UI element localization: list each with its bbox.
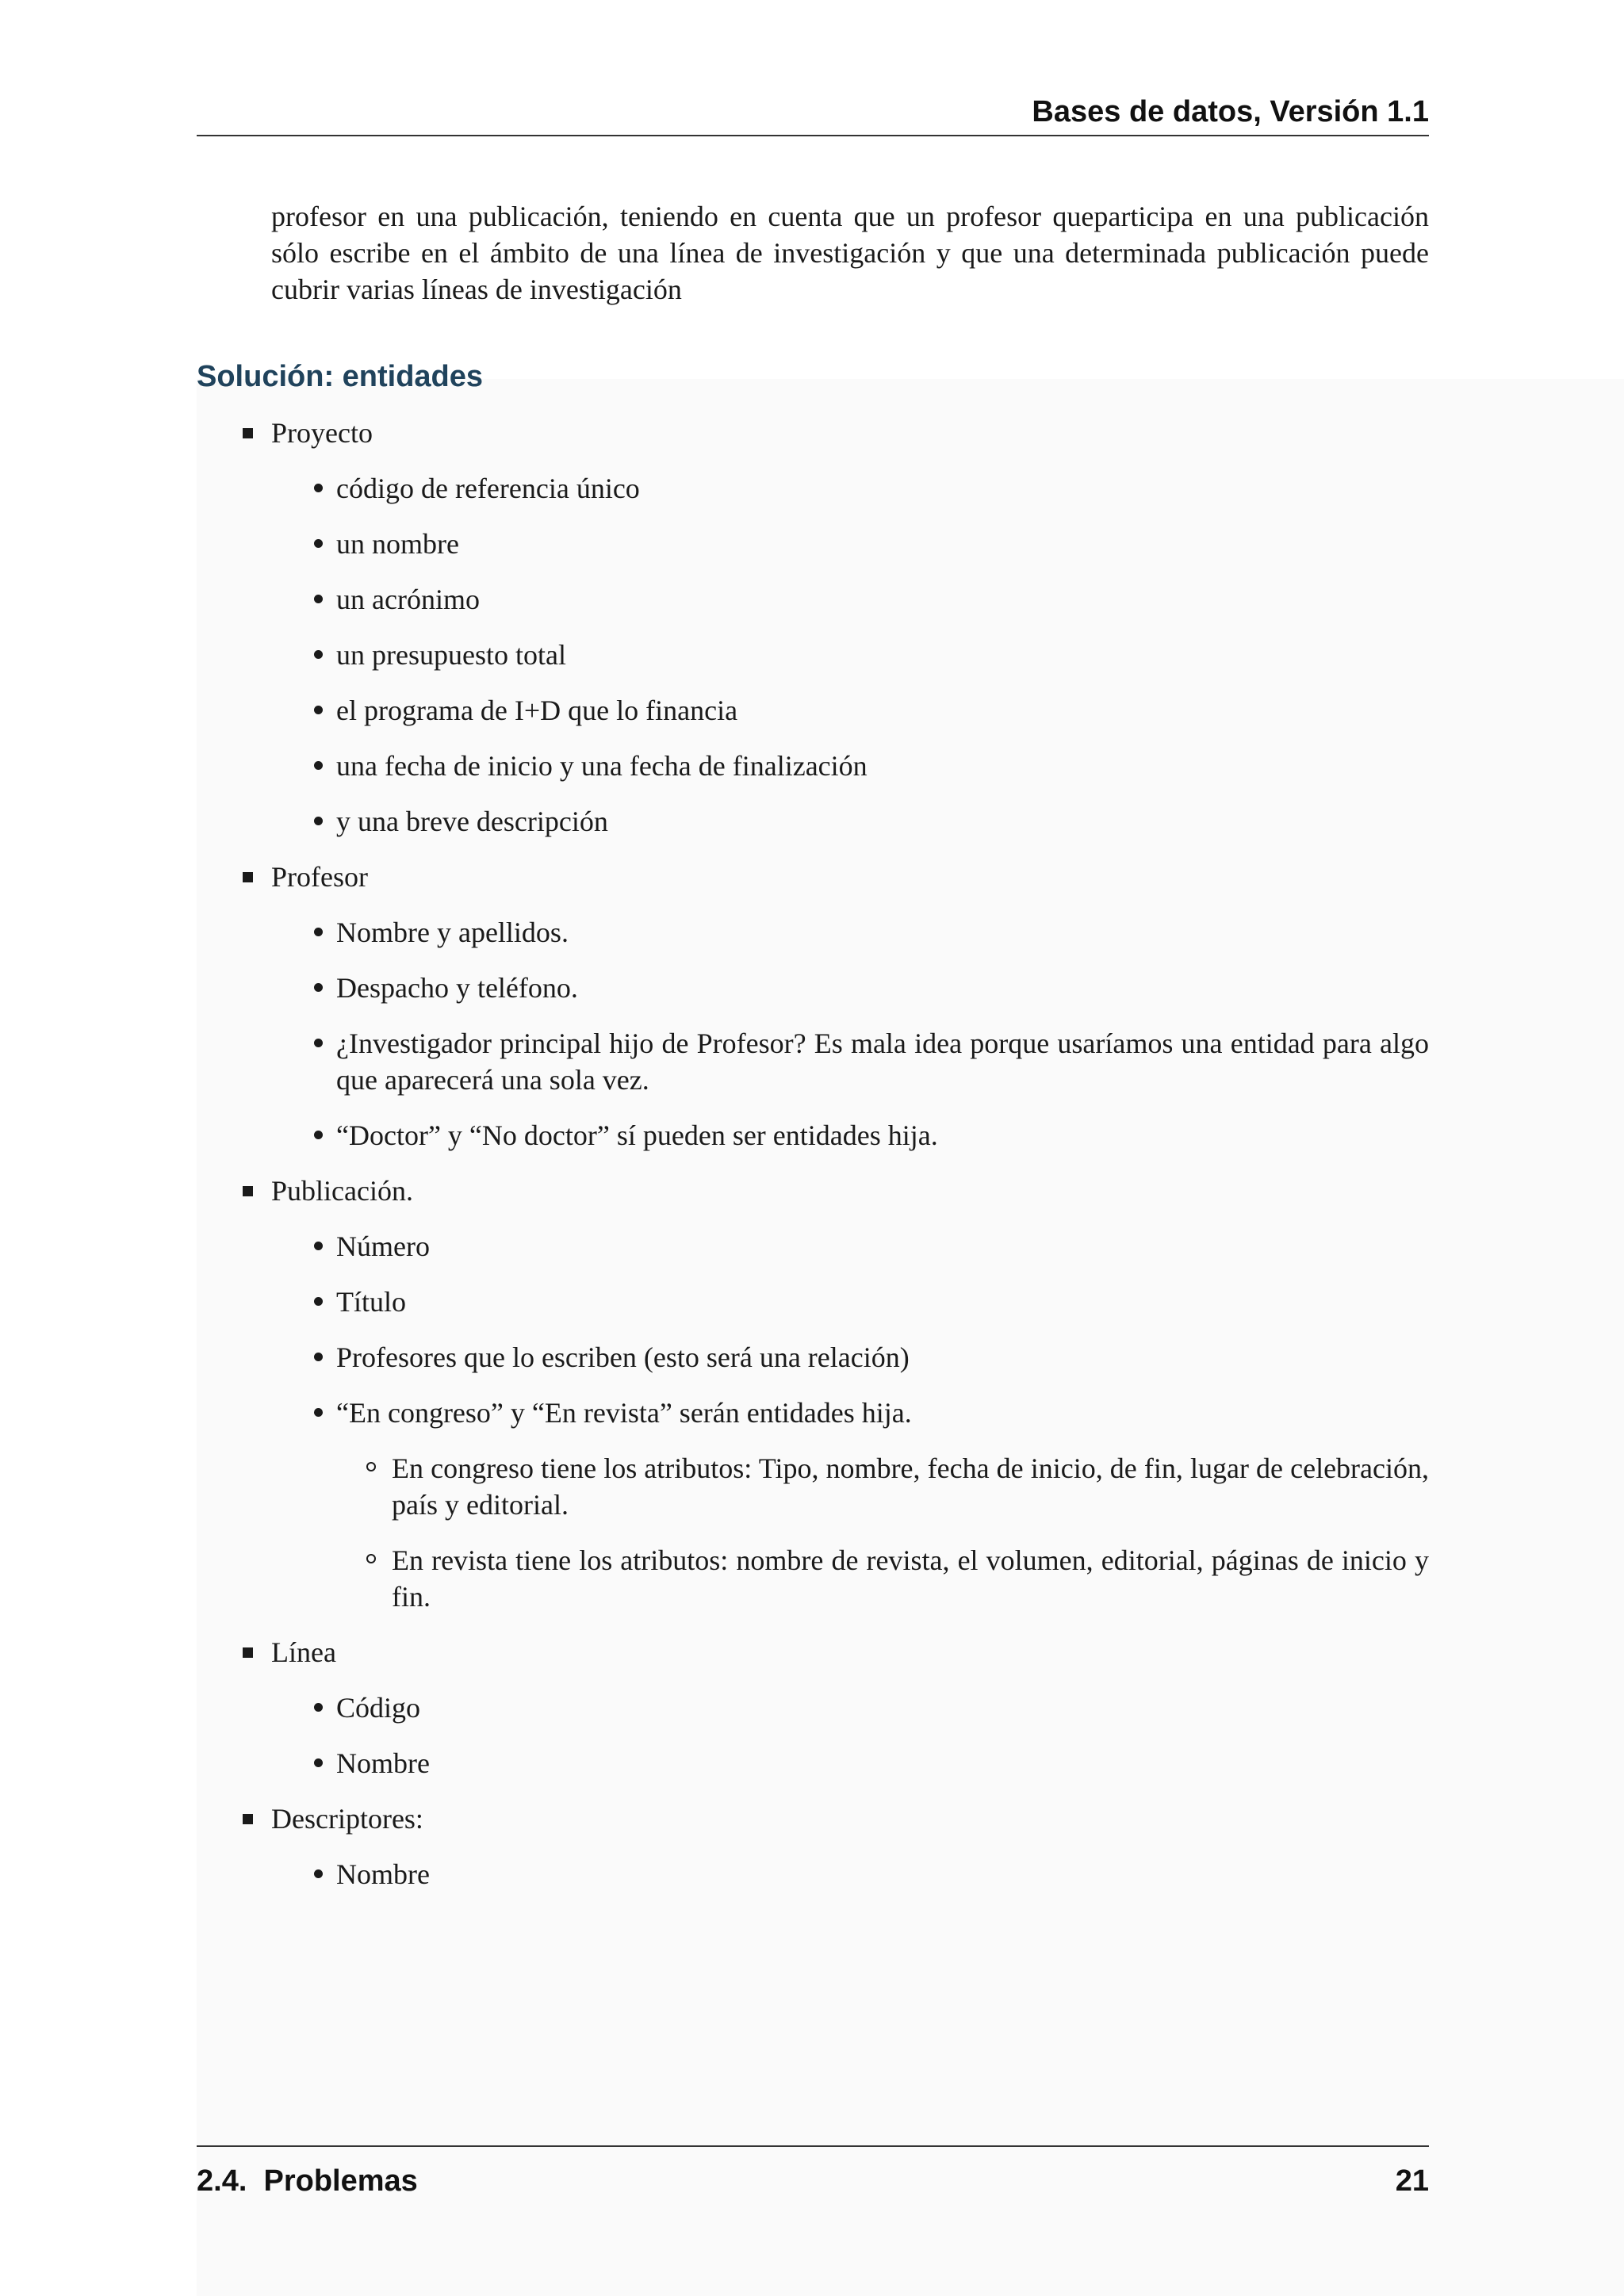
bullet-icon (314, 1869, 323, 1878)
list-item (271, 637, 1429, 673)
item-text: Código (336, 1692, 421, 1724)
list-item (271, 526, 1429, 562)
attribute-list (271, 914, 1429, 1154)
list-item (271, 1228, 1429, 1265)
item-text: código de referencia único (336, 473, 640, 504)
list-item (197, 859, 1429, 1154)
list-item (271, 914, 1429, 951)
square-bullet-icon (243, 1647, 253, 1658)
item-text: una fecha de inicio y una fecha de finalización (336, 750, 868, 782)
entity-list (197, 415, 1429, 1892)
item-text: Número (336, 1230, 430, 1262)
subattribute-list (336, 1450, 1429, 1615)
list-item (271, 1745, 1429, 1781)
item-text: En revista tiene los atributos: nombre de revista, el volumen, editorial, páginas de inicio y fin. (392, 1544, 1429, 1613)
bullet-icon (314, 1408, 323, 1417)
bullet-icon (314, 1039, 323, 1047)
attribute-list (271, 470, 1429, 840)
entity-label: Publicación. (271, 1175, 413, 1207)
list-item (271, 1689, 1429, 1726)
bullet-icon (314, 1131, 323, 1139)
item-text: Profesores que lo escriben (esto será una relación) (336, 1341, 910, 1373)
circle-bullet-icon (366, 1554, 376, 1563)
bullet-icon (314, 983, 323, 992)
entity-label: Línea (271, 1636, 336, 1668)
bullet-icon (314, 484, 323, 492)
section-heading: Solución: entidades (197, 360, 484, 393)
page-number: 21 (1395, 2164, 1429, 2198)
entity-label: Descriptores: (271, 1803, 423, 1835)
running-header (197, 89, 1429, 136)
list-item (271, 1856, 1429, 1892)
bullet-icon (314, 595, 323, 603)
bullet-icon (314, 1297, 323, 1306)
item-text: un nombre (336, 528, 459, 560)
item-text: “En congreso” y “En revista” serán entidades hija. (336, 1397, 912, 1429)
list-item (271, 581, 1429, 618)
list-item (336, 1450, 1429, 1523)
list-item (271, 970, 1429, 1006)
bullet-icon (314, 1353, 323, 1361)
circle-bullet-icon (366, 1462, 376, 1471)
item-text: un presupuesto total (336, 639, 566, 671)
square-bullet-icon (243, 428, 253, 438)
entity-label: Profesor (271, 861, 368, 893)
list-item (271, 1339, 1429, 1376)
item-text: ¿Investigador principal hijo de Profesor? Es mala idea porque usaríamos una entidad para algo que aparecerá una sola vez. (336, 1027, 1429, 1096)
square-bullet-icon (243, 1814, 253, 1824)
item-text: En congreso tiene los atributos: Tipo, nombre, fecha de inicio, de fin, lugar de celebración, país y editorial. (392, 1452, 1429, 1521)
item-text: Nombre y apellidos. (336, 916, 569, 948)
bullet-icon (314, 761, 323, 770)
item-text: “Doctor” y “No doctor” sí pueden ser entidades hija. (336, 1119, 938, 1151)
running-footer (197, 2145, 1429, 2202)
list-item (197, 415, 1429, 840)
list-item (271, 1284, 1429, 1320)
list-item (336, 1542, 1429, 1615)
item-text: el programa de I+D que lo financia (336, 695, 738, 726)
entity-label: Proyecto (271, 417, 373, 449)
bullet-icon (314, 1242, 323, 1250)
attribute-list (271, 1228, 1429, 1615)
item-text: un acrónimo (336, 584, 480, 615)
list-item (271, 1117, 1429, 1154)
bullet-icon (314, 1703, 323, 1712)
intro-paragraph: profesor en una publicación, teniendo en cuenta que un profesor queparticipa en una publicación sólo escribe en el ámbito de una línea de investigación y que una determinada publicación puede cubrir varias líneas de investigación (271, 201, 1429, 305)
bullet-icon (314, 706, 323, 714)
list-item (271, 692, 1429, 729)
page-content (197, 198, 1429, 1892)
attribute-list (271, 1689, 1429, 1781)
attribute-list (271, 1856, 1429, 1892)
item-text: Despacho y teléfono. (336, 972, 578, 1004)
bullet-icon (314, 1758, 323, 1767)
footer-section-title: 2.4. Problemas (197, 2164, 418, 2198)
header-title: Bases de datos, Versión 1.1 (1032, 95, 1429, 128)
list-item (271, 1395, 1429, 1615)
list-item (197, 1634, 1429, 1781)
item-text: Título (336, 1286, 406, 1318)
list-item (197, 1800, 1429, 1892)
list-item (271, 803, 1429, 840)
item-text: Nombre (336, 1858, 430, 1890)
bullet-icon (314, 928, 323, 936)
list-item (271, 1025, 1429, 1098)
bullet-icon (314, 650, 323, 659)
list-item (271, 470, 1429, 507)
square-bullet-icon (243, 872, 253, 882)
bullet-icon (314, 817, 323, 825)
square-bullet-icon (243, 1186, 253, 1196)
list-item (271, 748, 1429, 784)
list-item (197, 1173, 1429, 1615)
item-text: y una breve descripción (336, 806, 608, 837)
item-text: Nombre (336, 1747, 430, 1779)
bullet-icon (314, 539, 323, 548)
